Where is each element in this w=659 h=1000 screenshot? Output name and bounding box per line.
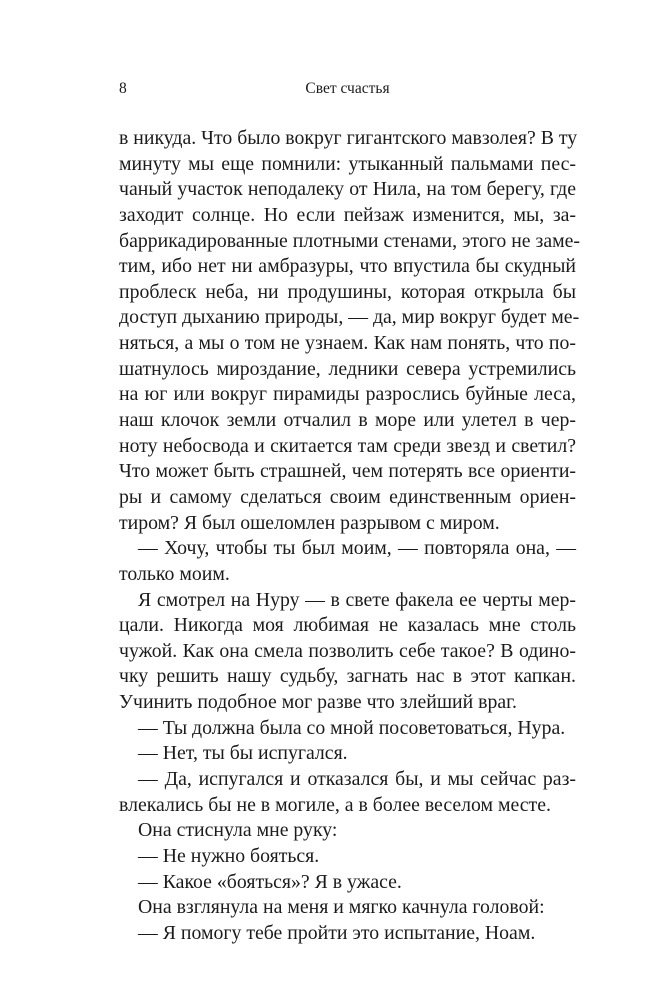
text-line: Она взглянула на меня и мягко качнула головой:	[138, 896, 545, 919]
text-line: Я смотрел на Нуру — в свете факела ее черты мер-	[138, 588, 576, 611]
text-line: ры и самому сделаться своим единственным ориен-	[119, 485, 576, 508]
text-line: — Какое «бояться»? Я в ужасе.	[138, 870, 402, 893]
text-line: только моим.	[119, 562, 230, 585]
text-line: Что может быть страшней, чем потерять все ориенти-	[119, 460, 576, 483]
text-line: доступ дыханию природы, — да, мир вокруг будет ме-	[119, 306, 580, 329]
text-line: — Хочу, чтобы ты был моим, — повторяла она, —	[138, 537, 576, 560]
text-line: ноту небосвода и скитается там среди звезд и светил?	[119, 434, 576, 457]
text-line: в никуда. Что было вокруг гигантского мавзолея? В ту	[119, 127, 578, 149]
running-head: Свет счастья	[305, 80, 390, 97]
body-text	[119, 126, 581, 947]
text-line: баррикадированные плотными стенами, этого не заме-	[119, 229, 581, 252]
text-line: влекались бы не в могиле, а в более веселом месте.	[119, 793, 551, 816]
page-header	[119, 80, 576, 102]
text-line: чаный участок неподалеку от Нила, на том берегу, где	[119, 178, 576, 201]
text-line: Учинить подобное мог разве что злейший враг.	[119, 691, 517, 714]
text-line: на юг или вокруг пирамиды разрослись буйные леса,	[119, 383, 576, 406]
text-line: тиром? Я был ошеломлен разрывом с миром.	[119, 511, 500, 534]
text-line: шатнулось мироздание, ледники севера устремились	[119, 357, 576, 380]
text-line: — Да, испугался и отказался бы, и мы сейчас раз-	[138, 768, 576, 791]
page-number: 8	[119, 80, 127, 97]
text-line: чужой. Как она смела позволить себе такое? В одино-	[119, 639, 576, 662]
text-line: — Я помогу тебе пройти это испытание, Ноам.	[138, 921, 536, 944]
text-line: заходит солнце. Но если пейзаж изменится, мы, за-	[119, 203, 576, 226]
text-line: чку решить нашу судьбу, загнать нас в этот капкан.	[119, 665, 576, 688]
text-line: — Нет, ты бы испугался.	[138, 742, 348, 765]
text-line: няться, а мы о том не узнаем. Как нам понять, что по-	[119, 332, 576, 355]
text-line: минуту мы еще помнили: утыканный пальмами пес-	[119, 152, 576, 175]
text-line: тим, ибо нет ни амбразуры, что впустила бы скудный	[119, 255, 576, 278]
text-line: — Ты должна была со мной посоветоваться, Нура.	[138, 716, 566, 739]
text-line: Она стиснула мне руку:	[138, 819, 338, 842]
text-line: проблеск неба, ни продушины, которая открыла бы	[119, 280, 576, 303]
text-line: наш клочок земли отчалил в море или улетел в чер-	[119, 409, 576, 432]
text-line: цали. Никогда моя любимая не казалась мне столь	[119, 614, 576, 637]
text-line: — Не нужно бояться.	[138, 844, 320, 867]
